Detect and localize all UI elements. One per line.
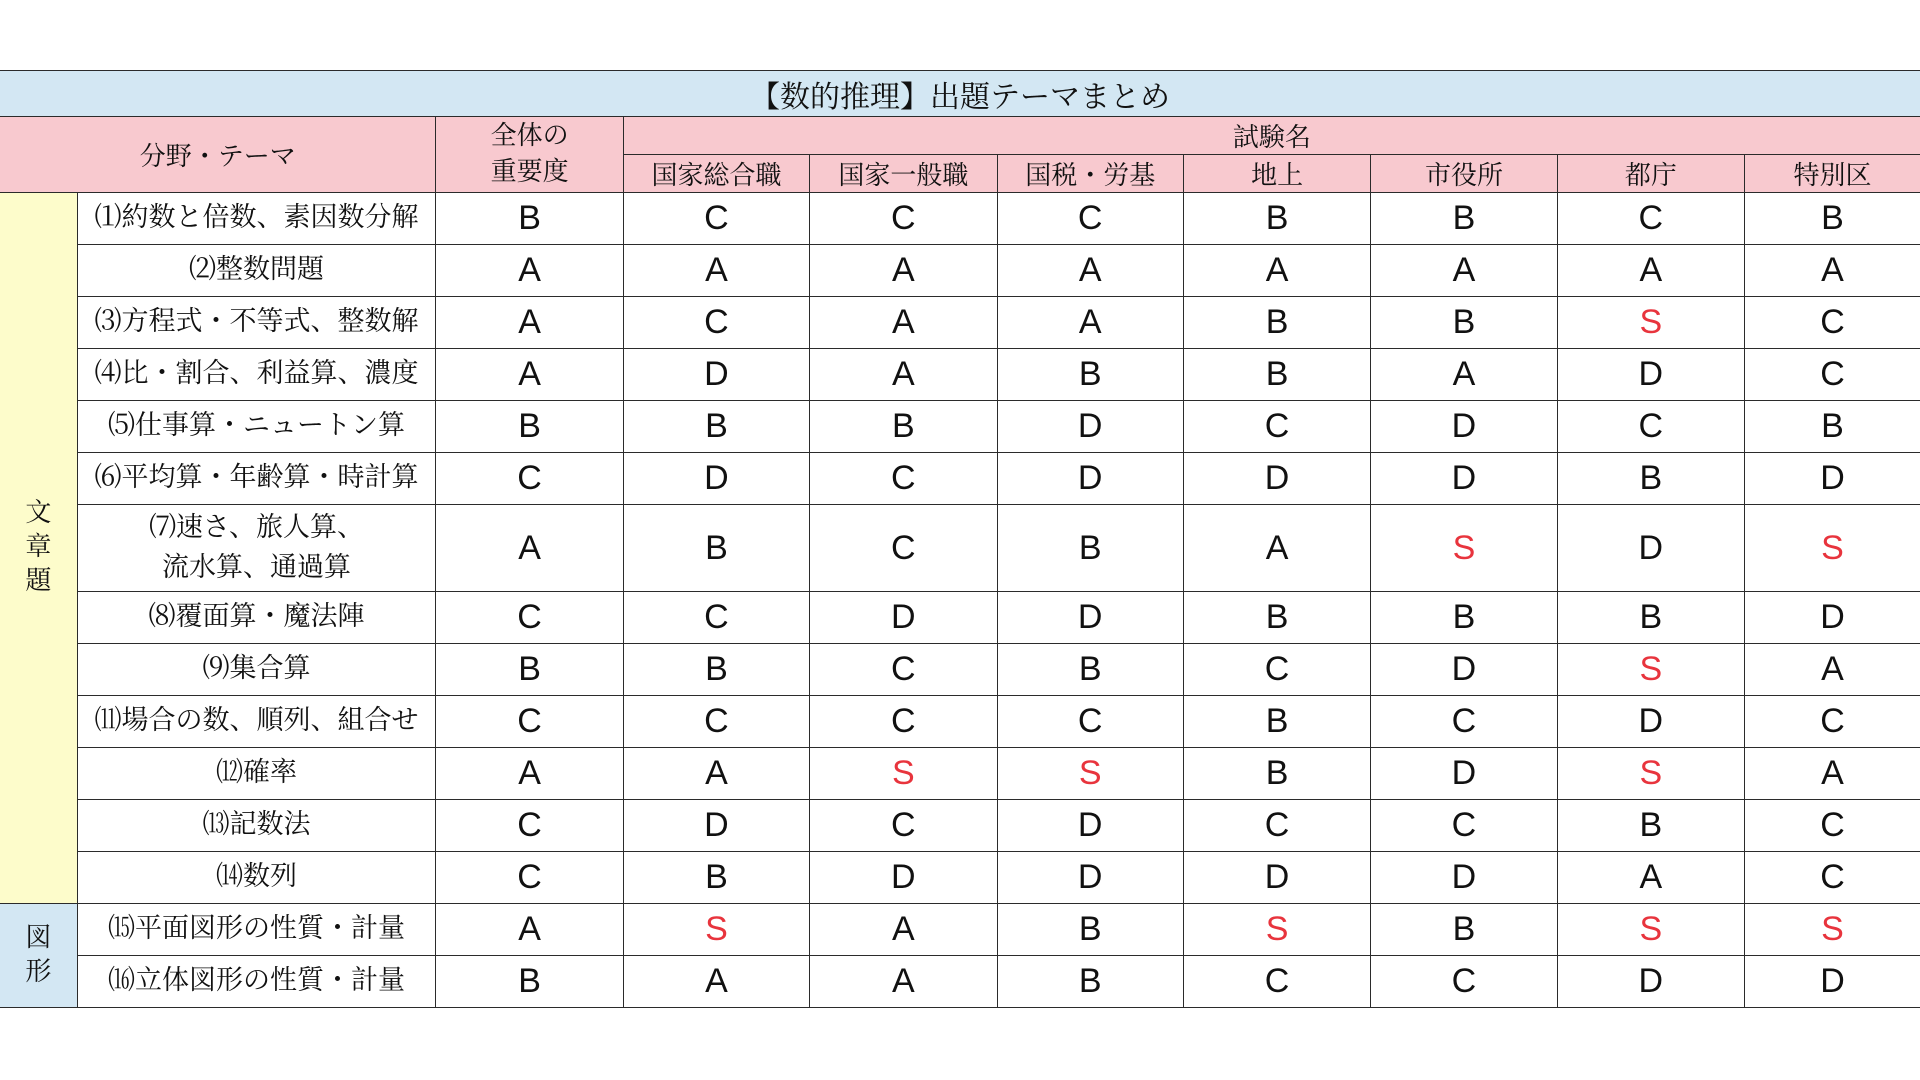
exam-grade-cell: S <box>1183 904 1370 956</box>
exam-grade-cell: S <box>1557 748 1744 800</box>
exam-grade-cell: A <box>810 904 997 956</box>
exam-grade-cell: B <box>1745 401 1920 453</box>
exam-grade-cell: S <box>1745 904 1920 956</box>
exam-grade-cell: A <box>1745 748 1920 800</box>
exam-grade-cell: B <box>997 505 1183 592</box>
exam-grade-cell: B <box>623 401 809 453</box>
exam-grade-cell: D <box>1557 349 1744 401</box>
exam-grade-cell: C <box>1183 401 1370 453</box>
overall-importance-cell: C <box>436 453 623 505</box>
overall-importance-cell: A <box>436 245 623 297</box>
table-row <box>0 904 1920 956</box>
exam-grade-cell: B <box>997 349 1183 401</box>
exam-grade-cell: A <box>1371 245 1557 297</box>
exam-grade-cell: B <box>1183 193 1370 245</box>
exam-grade-cell: A <box>1557 852 1744 904</box>
exam-grade-cell: A <box>623 748 809 800</box>
exam-grade-cell: S <box>1745 505 1920 592</box>
exam-grade-cell: D <box>997 401 1183 453</box>
header-row-1 <box>0 117 1920 155</box>
category-figures <box>0 904 77 1008</box>
exam-grade-cell: D <box>997 592 1183 644</box>
topic-cell: ⑿確率 <box>77 748 436 800</box>
exam-grade-cell: B <box>623 852 809 904</box>
exam-grade-cell: C <box>810 800 997 852</box>
exam-grade-cell: C <box>810 505 997 592</box>
exam-grade-cell: D <box>1745 592 1920 644</box>
exam-grade-cell: C <box>997 696 1183 748</box>
exam-grade-cell: B <box>1371 193 1557 245</box>
overall-importance-cell: B <box>436 193 623 245</box>
exam-header: 地上 <box>1183 155 1370 193</box>
exam-grade-cell: C <box>1371 956 1557 1008</box>
exam-grade-cell: A <box>1745 644 1920 696</box>
exam-grade-cell: A <box>1557 245 1744 297</box>
exam-grade-cell: D <box>623 349 809 401</box>
exam-grade-cell: C <box>623 297 809 349</box>
exam-grade-cell: D <box>1371 401 1557 453</box>
exam-grade-cell: D <box>1557 505 1744 592</box>
exam-grade-cell: A <box>810 956 997 1008</box>
topic-cell: ⑼集合算 <box>77 644 436 696</box>
exam-grade-cell: C <box>1183 800 1370 852</box>
topic-cell: ⒂平面図形の性質・計量 <box>77 904 436 956</box>
exam-grade-cell: B <box>997 956 1183 1008</box>
exam-grade-cell: D <box>1557 696 1744 748</box>
exam-grade-cell: D <box>1371 453 1557 505</box>
exam-grade-cell: D <box>810 852 997 904</box>
exam-grade-cell: S <box>810 748 997 800</box>
table-row <box>0 748 1920 800</box>
importance-header <box>436 117 623 193</box>
table-row <box>0 297 1920 349</box>
exam-grade-cell: C <box>623 193 809 245</box>
importance-header-line1: 全体の <box>490 121 569 152</box>
table-row <box>0 696 1920 748</box>
topic-cell: ⑶方程式・不等式、整数解 <box>77 297 436 349</box>
exam-grade-cell: C <box>810 453 997 505</box>
exam-header: 国税・労基 <box>997 155 1183 193</box>
exam-grade-cell: D <box>997 800 1183 852</box>
exam-grade-cell: D <box>623 453 809 505</box>
table-title: 【数的推理】出題テーマまとめ <box>0 71 1920 117</box>
exam-grade-cell: B <box>810 401 997 453</box>
category-label-char: 題 <box>25 565 52 596</box>
exam-grade-cell: C <box>1745 696 1920 748</box>
title-row <box>0 71 1920 117</box>
exam-group-header: 試験名 <box>623 117 1920 155</box>
exam-grade-cell: S <box>997 748 1183 800</box>
exam-grade-cell: B <box>997 904 1183 956</box>
exam-grade-cell: B <box>623 505 809 592</box>
exam-grade-cell: B <box>1183 696 1370 748</box>
exam-grade-cell: C <box>1745 349 1920 401</box>
exam-grade-cell: S <box>623 904 809 956</box>
topic-cell: ⑸仕事算・ニュートン算 <box>77 401 436 453</box>
exam-grade-cell: B <box>1557 800 1744 852</box>
exam-grade-cell: B <box>623 644 809 696</box>
exam-grade-cell: C <box>1745 297 1920 349</box>
table-row <box>0 193 1920 245</box>
exam-grade-cell: D <box>997 453 1183 505</box>
table-row <box>0 245 1920 297</box>
exam-grade-cell: A <box>810 297 997 349</box>
category-label-char: 形 <box>25 956 52 987</box>
exam-grade-cell: B <box>1745 193 1920 245</box>
table-row <box>0 800 1920 852</box>
overall-importance-cell: A <box>436 748 623 800</box>
exam-grade-cell: B <box>1183 349 1370 401</box>
exam-grade-cell: D <box>810 592 997 644</box>
topic-cell: ⑵整数問題 <box>77 245 436 297</box>
overall-importance-cell: C <box>436 852 623 904</box>
topic-cell: ⑻覆面算・魔法陣 <box>77 592 436 644</box>
exam-grade-cell: S <box>1557 297 1744 349</box>
exam-grade-cell: D <box>1557 956 1744 1008</box>
exam-grade-cell: D <box>997 852 1183 904</box>
exam-grade-cell: C <box>1557 401 1744 453</box>
table-row <box>0 592 1920 644</box>
exam-grade-cell: A <box>623 956 809 1008</box>
importance-header-line2: 重要度 <box>490 156 569 187</box>
exam-grade-cell: B <box>1183 592 1370 644</box>
exam-grade-cell: D <box>1183 453 1370 505</box>
exam-grade-cell: A <box>1745 245 1920 297</box>
exam-grade-cell: A <box>997 297 1183 349</box>
table-row <box>0 349 1920 401</box>
field-theme-header: 分野・テーマ <box>0 117 436 193</box>
exam-grade-cell: C <box>997 193 1183 245</box>
exam-grade-cell: A <box>810 245 997 297</box>
overall-importance-cell: C <box>436 800 623 852</box>
exam-grade-cell: B <box>1557 592 1744 644</box>
exam-header: 都庁 <box>1557 155 1744 193</box>
exam-grade-cell: C <box>1371 800 1557 852</box>
exam-grade-cell: A <box>1183 505 1370 592</box>
exam-grade-cell: D <box>1183 852 1370 904</box>
topic-cell: ⒀記数法 <box>77 800 436 852</box>
exam-grade-cell: D <box>623 800 809 852</box>
table-row <box>0 852 1920 904</box>
exam-grade-cell: D <box>1371 644 1557 696</box>
exam-grade-cell: B <box>1557 453 1744 505</box>
overall-importance-cell: B <box>436 956 623 1008</box>
exam-grade-cell: C <box>1745 852 1920 904</box>
exam-header: 市役所 <box>1371 155 1557 193</box>
exam-grade-cell: S <box>1557 904 1744 956</box>
overall-importance-cell: C <box>436 592 623 644</box>
overall-importance-cell: B <box>436 644 623 696</box>
exam-grade-cell: C <box>810 193 997 245</box>
exam-grade-cell: C <box>810 644 997 696</box>
topic-cell: ⑷比・割合、利益算、濃度 <box>77 349 436 401</box>
exam-grade-cell: C <box>623 592 809 644</box>
exam-header: 国家一般職 <box>810 155 997 193</box>
exam-grade-cell: S <box>1557 644 1744 696</box>
topic-cell <box>77 505 436 592</box>
table-row <box>0 401 1920 453</box>
overall-importance-cell: A <box>436 349 623 401</box>
exam-grade-cell: A <box>1371 349 1557 401</box>
exam-grade-cell: D <box>1745 453 1920 505</box>
exam-grade-cell: D <box>1371 852 1557 904</box>
exam-grade-cell: A <box>1183 245 1370 297</box>
exam-grade-cell: C <box>623 696 809 748</box>
exam-grade-cell: B <box>1183 748 1370 800</box>
exam-grade-cell: C <box>810 696 997 748</box>
category-label-char: 章 <box>25 532 52 563</box>
exam-grade-cell: D <box>1371 748 1557 800</box>
category-text-problems <box>0 193 77 904</box>
topic-line: 流水算、通過算 <box>162 552 352 583</box>
exam-header: 特別区 <box>1745 155 1920 193</box>
topic-cell: ⒃立体図形の性質・計量 <box>77 956 436 1008</box>
category-label-char: 図 <box>25 922 52 953</box>
category-label-char: 文 <box>25 498 52 529</box>
exam-grade-cell: A <box>623 245 809 297</box>
exam-grade-cell: B <box>997 644 1183 696</box>
topic-line: ⑺速さ、旅人算、 <box>149 511 364 543</box>
table-row <box>0 956 1920 1008</box>
exam-header: 国家総合職 <box>623 155 809 193</box>
exam-grade-cell: B <box>1371 904 1557 956</box>
exam-grade-cell: C <box>1183 956 1370 1008</box>
topic-cell: ⒁数列 <box>77 852 436 904</box>
exam-grade-cell: B <box>1371 592 1557 644</box>
overall-importance-cell: A <box>436 297 623 349</box>
table-row <box>0 505 1920 592</box>
overall-importance-cell: C <box>436 696 623 748</box>
overall-importance-cell: A <box>436 904 623 956</box>
exam-grade-cell: A <box>997 245 1183 297</box>
overall-importance-cell: A <box>436 505 623 592</box>
exam-grade-cell: B <box>1183 297 1370 349</box>
exam-grade-cell: C <box>1745 800 1920 852</box>
topic-cell: ⑴約数と倍数、素因数分解 <box>77 193 436 245</box>
topic-cell: ⑾場合の数、順列、組合せ <box>77 696 436 748</box>
overall-importance-cell: B <box>436 401 623 453</box>
exam-grade-cell: A <box>810 349 997 401</box>
exam-grade-cell: D <box>1745 956 1920 1008</box>
exam-grade-cell: S <box>1371 505 1557 592</box>
table-row <box>0 453 1920 505</box>
exam-grade-cell: C <box>1371 696 1557 748</box>
exam-grade-cell: B <box>1371 297 1557 349</box>
topic-cell: ⑹平均算・年齢算・時計算 <box>77 453 436 505</box>
theme-summary-table <box>0 70 1920 1008</box>
exam-grade-cell: C <box>1557 193 1744 245</box>
exam-grade-cell: C <box>1183 644 1370 696</box>
table-row <box>0 644 1920 696</box>
